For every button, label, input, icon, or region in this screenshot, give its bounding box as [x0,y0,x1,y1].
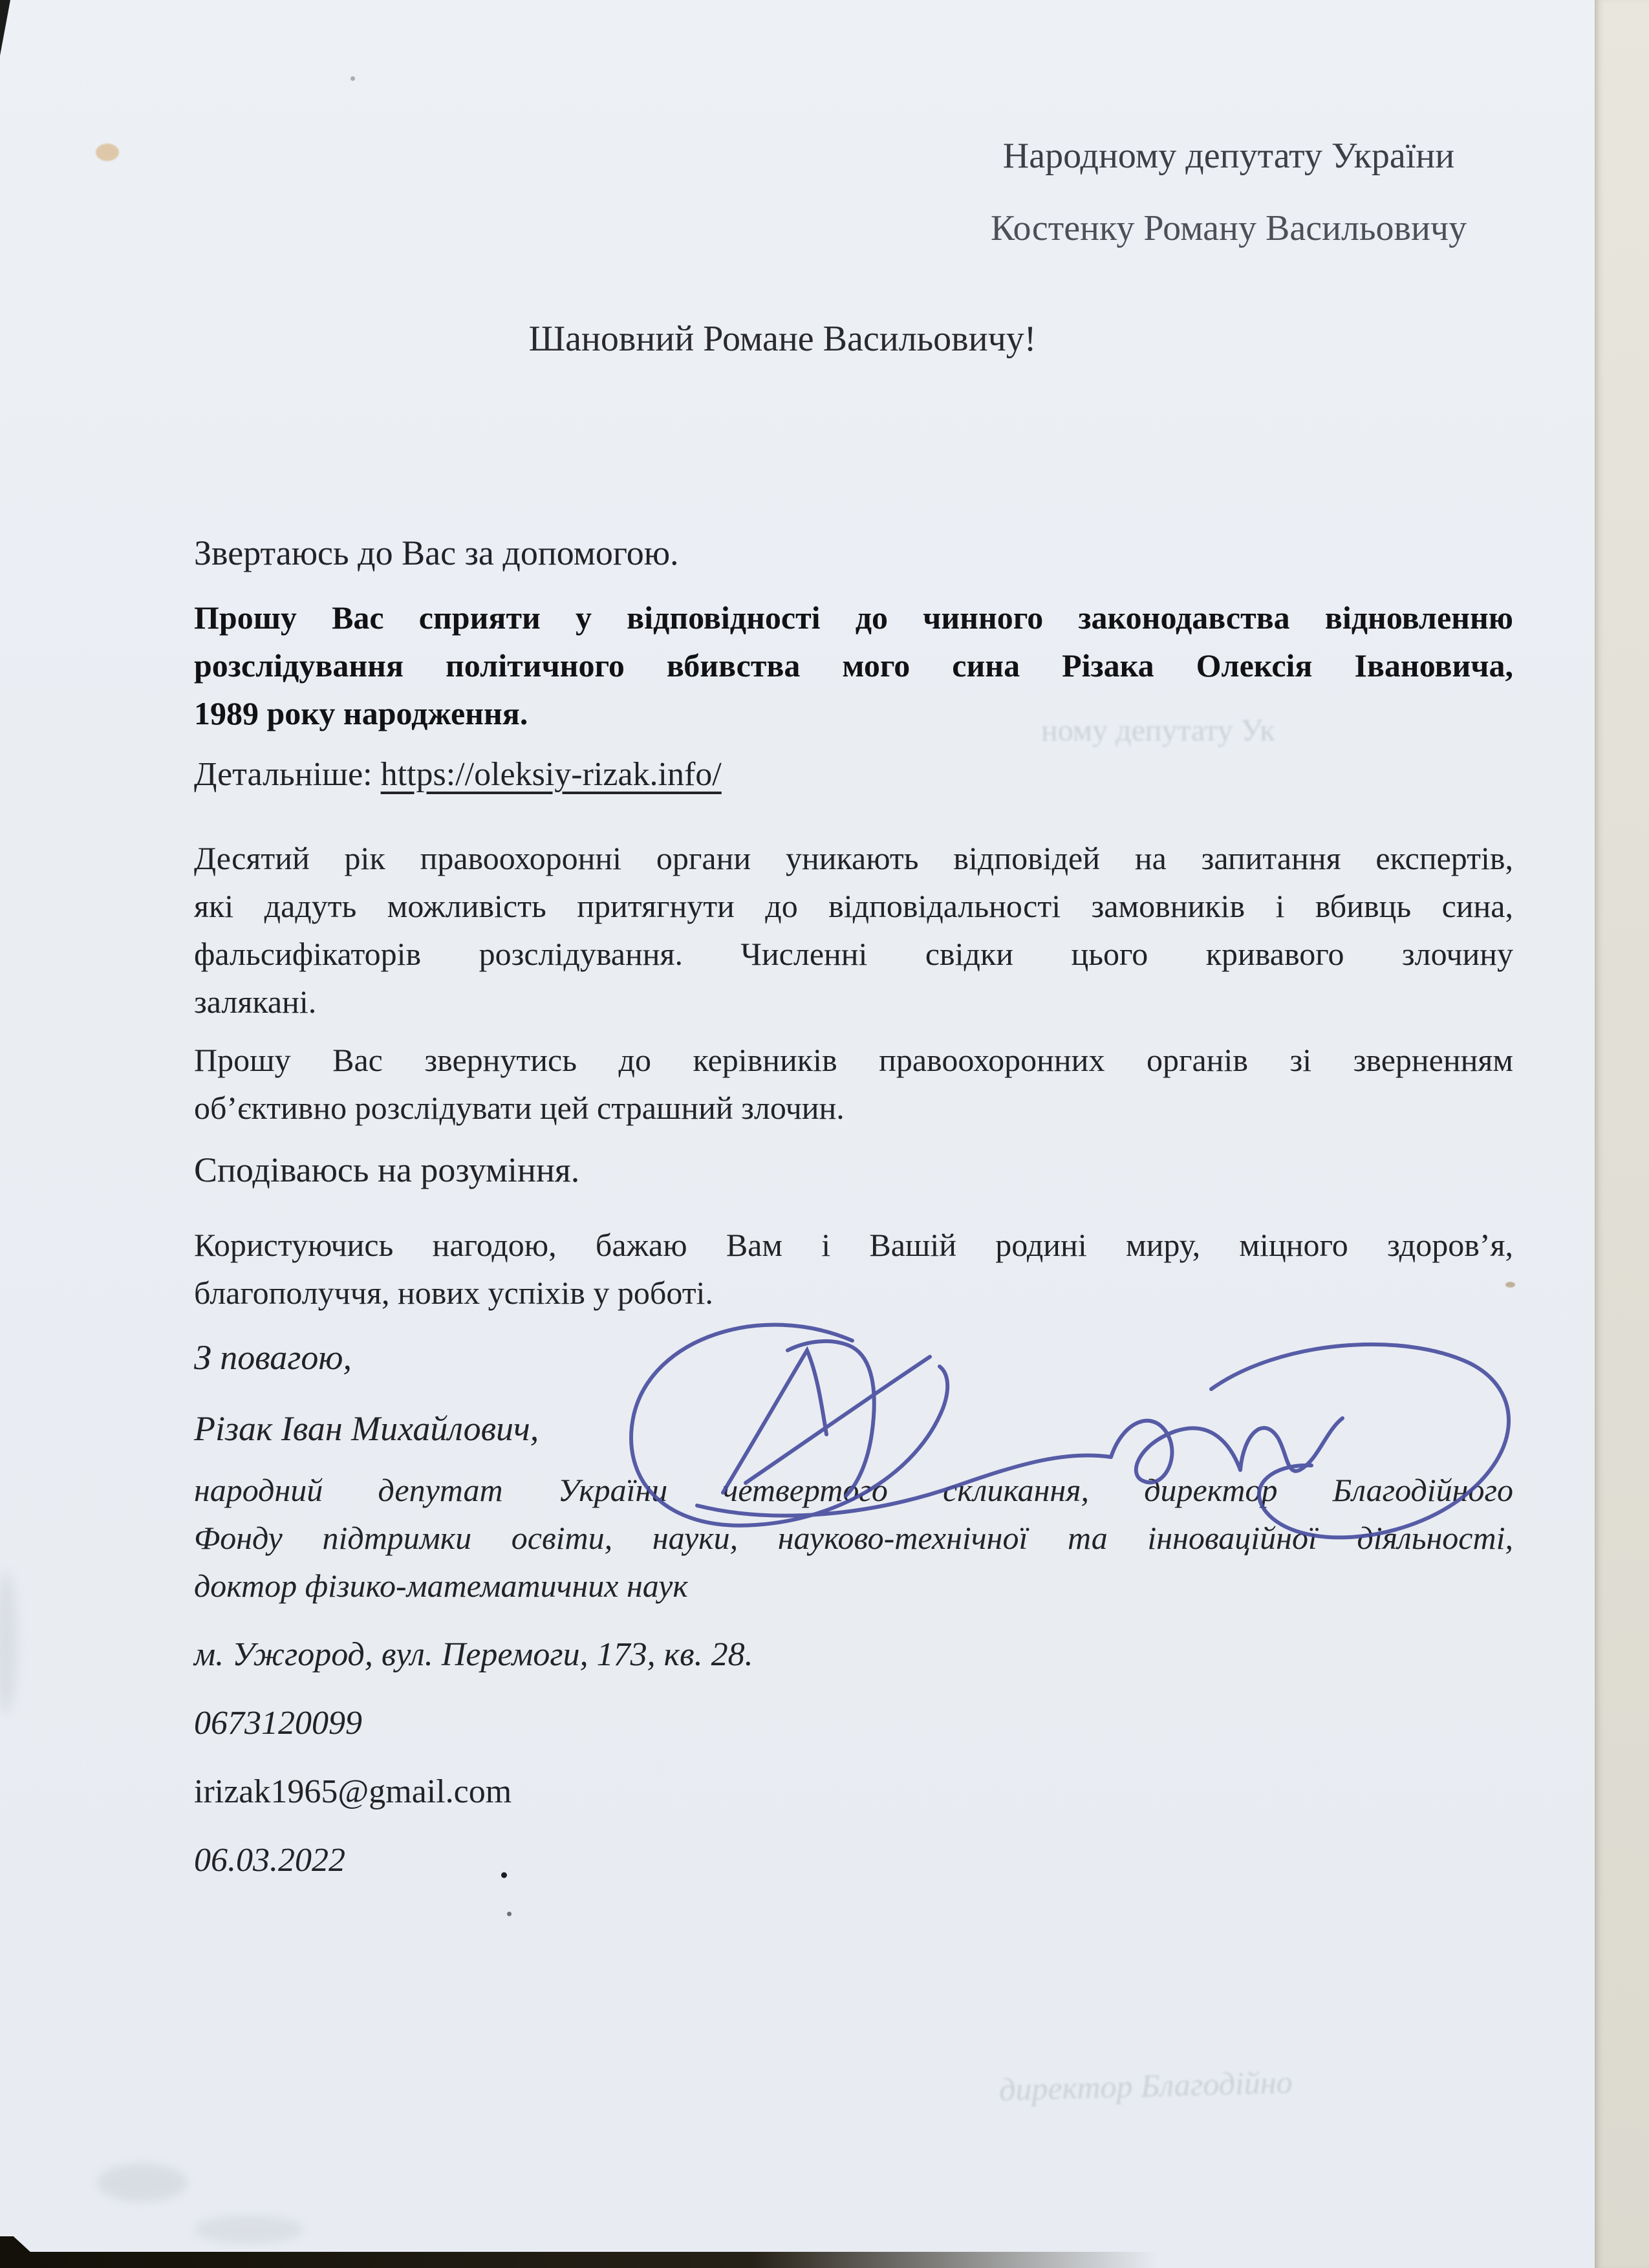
text-line: фальсифікаторів розслідування. Численні свідки цього кривавого злочину [194,936,1513,972]
handwritten-signature [594,1312,1538,1564]
ink-dot [507,1912,512,1916]
paragraph-hope: Сподіваюсь на розуміння. [194,1150,580,1189]
text-line: Прошу Вас сприяти у відповідності до чинного законодавства відновленню [194,599,1513,636]
letter-date: 06.03.2022 [194,1842,345,1879]
paragraph-request-bold [194,594,1513,737]
text-line: Прошу Вас звернутись до керівників правоохоронних органів зі зверненням [194,1042,1513,1078]
paper-stain [96,144,119,161]
paragraph-investigation [194,834,1513,1026]
text-line: благополуччя, нових успіхів у роботі. [194,1275,713,1311]
recipient-line-1: Народному депутату України [1002,136,1455,176]
paragraph-wishes [194,1221,1513,1317]
signer-phone: 0673120099 [194,1705,362,1742]
recipient-line-2: Костенку Роману Васильовичу [990,208,1467,248]
details-label: Детальніше: [194,756,381,793]
paper-smudge [194,2215,304,2244]
text-line: розслідування політичного вбивства мого сина Різака Олексія Івановича, [194,647,1513,684]
text-line: Користуючись нагодою, бажаю Вам і Вашій родині миру, міцного здоров’я, [194,1227,1513,1263]
details-line [194,755,722,794]
salutation: Шановний Романе Васильовичу! [528,319,1037,359]
text-line: народний депутат України четвертого скликання, директор Благодійного [194,1472,1513,1508]
signer-email: irizak1965@gmail.com [194,1773,512,1810]
closing-regards: З повагою, [194,1338,352,1377]
scan-edge-artifact-bottom [0,2252,1158,2268]
text-line: залякані. [194,984,317,1020]
scan-corner-artifact-top-left [0,0,10,56]
text-line: Фонду підтримки освіти, науки, науково-технічної та інноваційної діяльності, [194,1520,1513,1556]
text-line: 1989 року народження. [194,695,528,731]
text-line: які дадуть можливість притягнути до відповідальності замовників і вбивць сина, [194,888,1513,924]
paper-smudge [0,1571,17,1714]
paper-speck [350,76,355,81]
text-line: доктор фізико-математичних наук [194,1568,688,1604]
bleed-through-text: ному депутату Ук [1041,713,1275,748]
signer-name: Різак Іван Михайлович, [194,1409,539,1448]
text-line: об’єктивно розслідувати цей страшний злочин. [194,1090,845,1126]
paragraph-intro: Звертаюсь до Вас за допомогою. [194,534,679,572]
paper-smudge [97,2163,188,2202]
bleed-through-text: директор Благодійно [998,2064,1293,2108]
paragraph-appeal [194,1036,1513,1132]
recipient-block [931,120,1526,265]
details-link[interactable]: https://oleksiy-rizak.info/ [380,756,722,793]
text-line: Десятий рік правоохоронні органи уникають відповідей на запитання експертів, [194,840,1513,876]
signer-address: м. Ужгород, вул. Перемоги, 173, кв. 28. [194,1636,753,1673]
